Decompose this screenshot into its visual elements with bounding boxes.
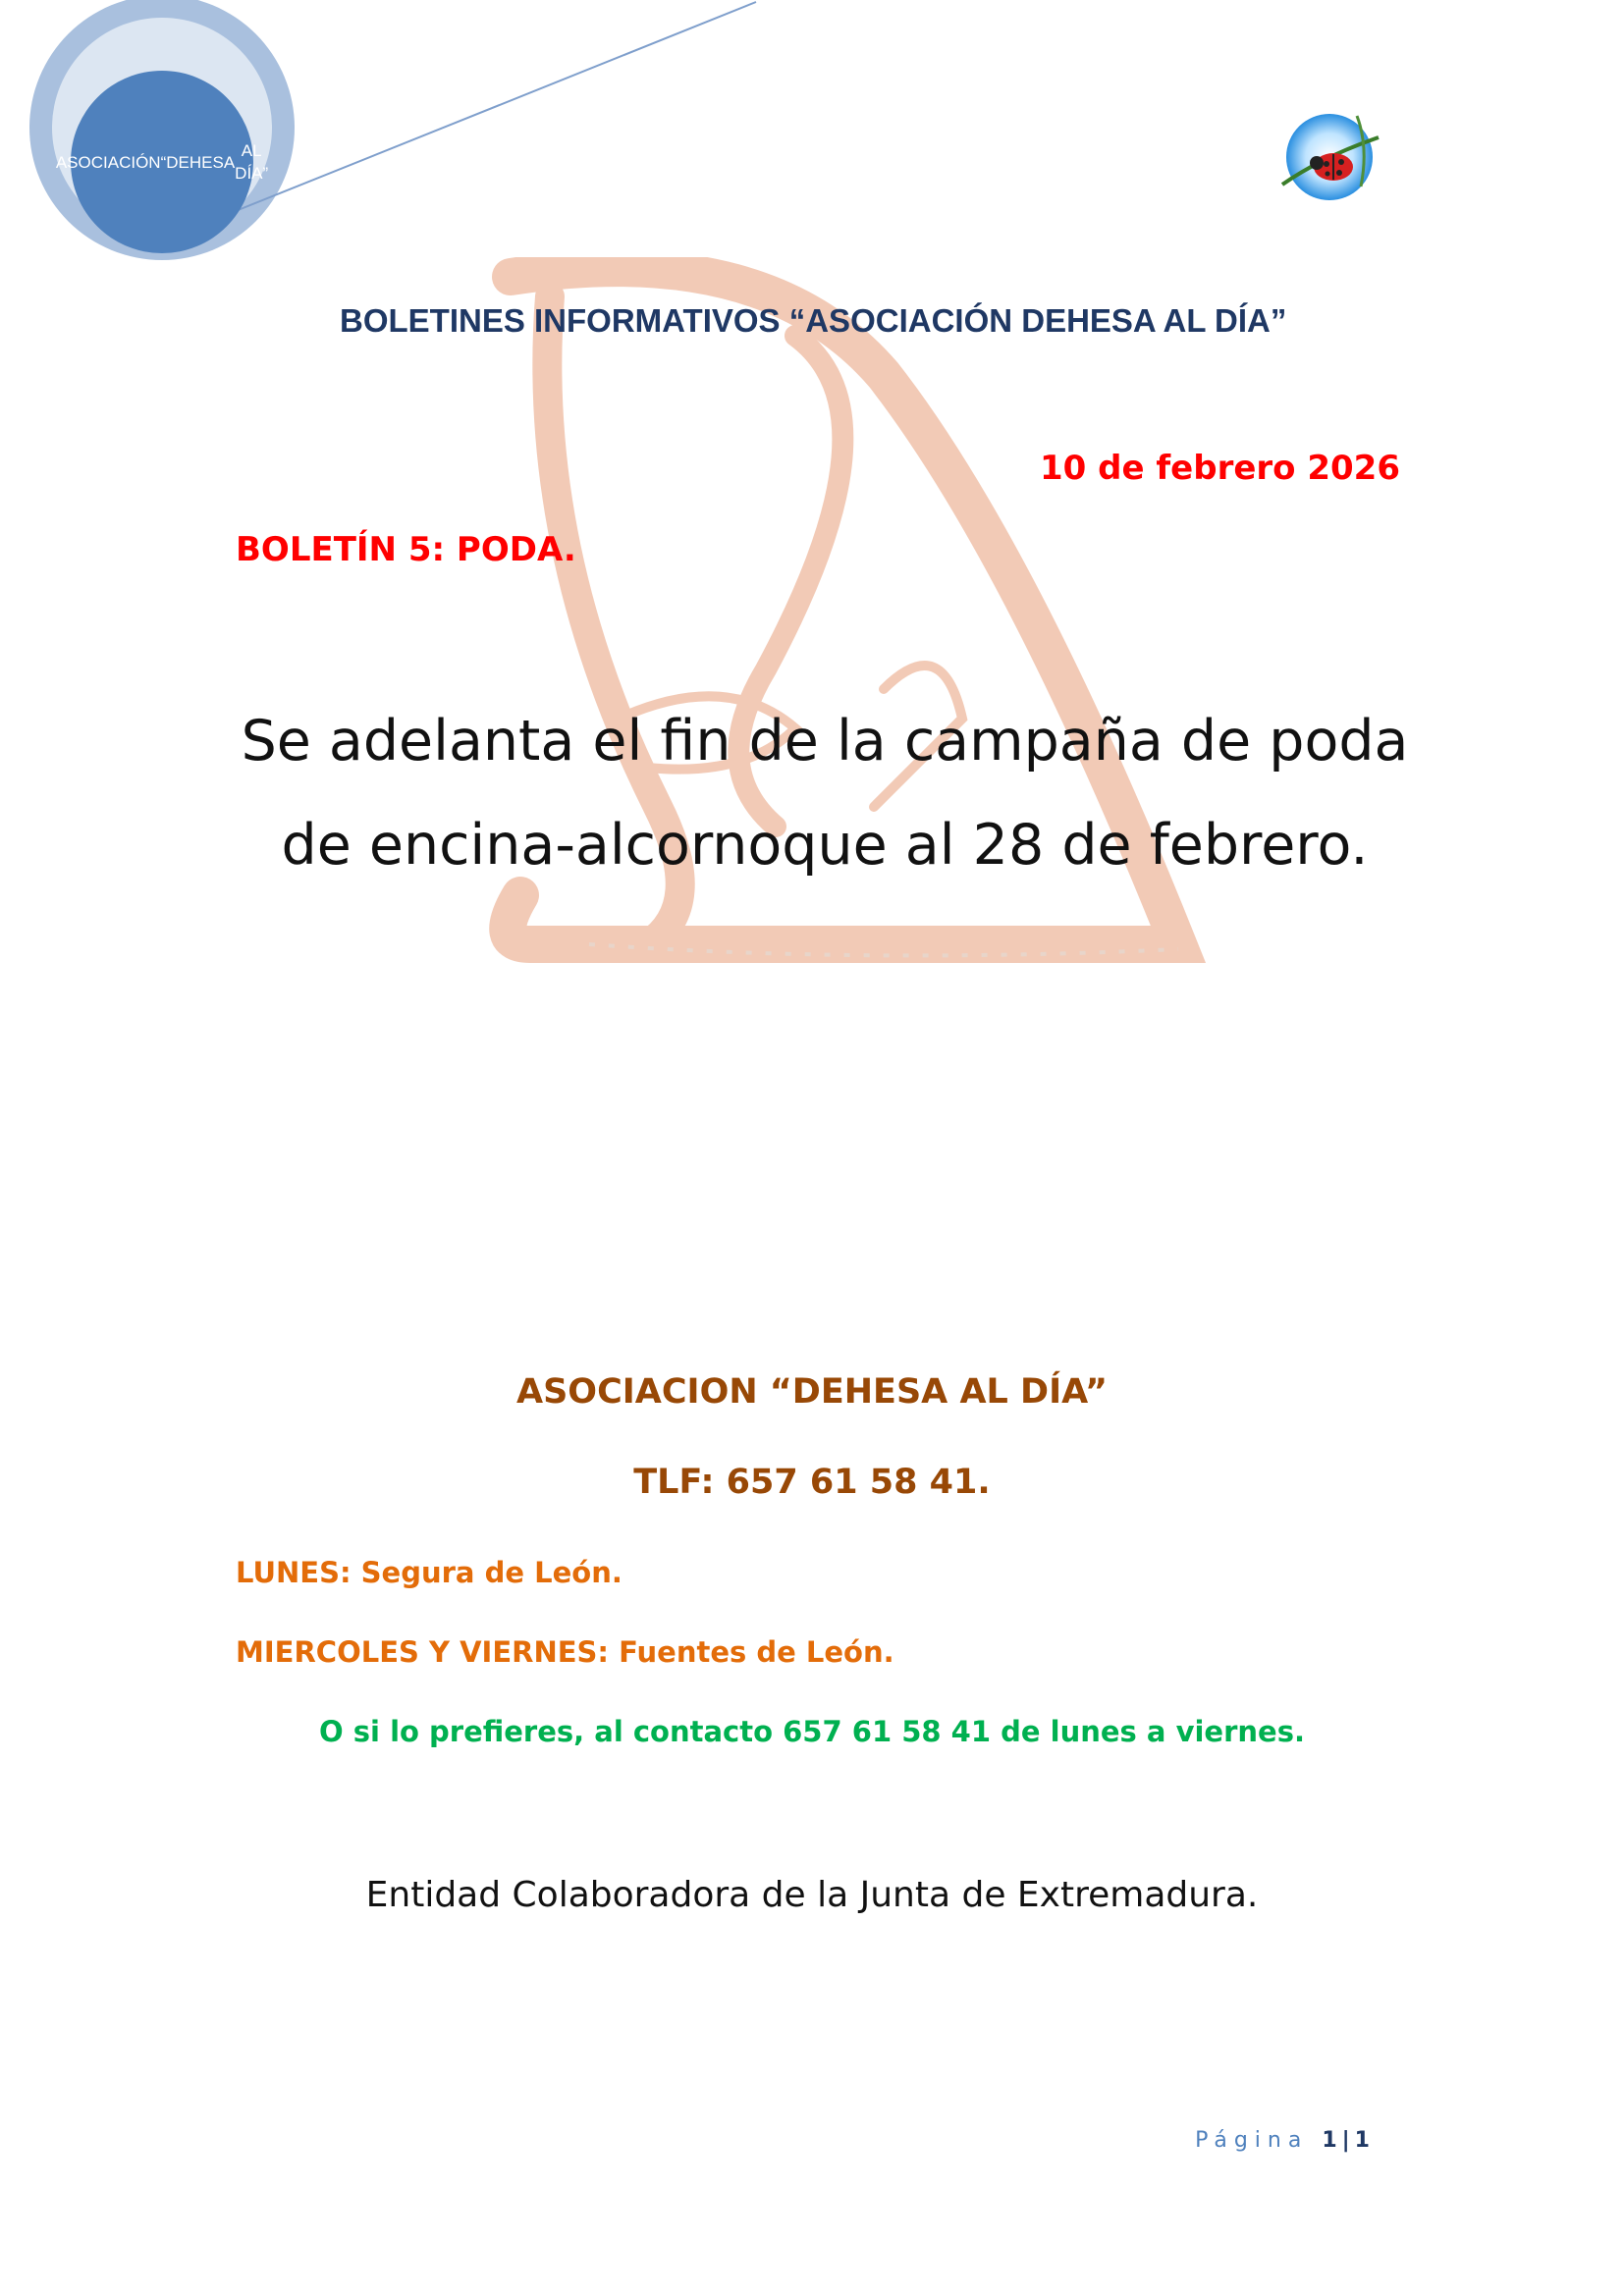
association-badge-line1: ASOCIACIÓN [55,152,161,172]
schedule-days: MIERCOLES Y VIERNES: [236,1635,610,1669]
schedule-item [236,1556,623,1589]
schedule-place: Fuentes de León. [619,1635,894,1669]
headline-line2: de encina-alcornoque al 28 de febrero. [281,813,1369,878]
association-badge-line3: AL DÍA” [235,141,269,183]
association-badge-line2: “DEHESA [160,152,236,172]
bulletin-title: BOLETÍN 5: PODA. [236,530,576,569]
alternative-contact: O si lo prefieres, al contacto 657 61 58 41 de lunes a viernes. [319,1715,1305,1748]
page-label: Página [1195,2128,1309,2153]
headline-line1: Se adelanta el fin de la campaña de poda [241,709,1409,774]
dehesa-watermark-icon [471,257,1218,993]
schedule-place: Segura de León. [360,1556,623,1589]
schedule-item [236,1635,894,1669]
header-title: BOLETINES INFORMATIVOS “ASOCIACIÓN DEHESA AL DÍA” [340,302,1287,339]
bulletin-date: 10 de febrero 2026 [1040,449,1400,488]
schedule-days: LUNES: [236,1556,352,1589]
collaboration-note: Entidad Colaboradora de la Junta de Extremadura. [365,1875,1259,1915]
page-numbers: 1|1 [1322,2128,1375,2153]
association-phone: TLF: 657 61 58 41. [633,1463,991,1502]
association-badge [55,71,269,253]
association-name: ASOCIACION “DEHESA AL DÍA” [516,1372,1108,1412]
ladybug-logo-icon [1263,108,1390,206]
page-footer [1195,2128,1375,2153]
